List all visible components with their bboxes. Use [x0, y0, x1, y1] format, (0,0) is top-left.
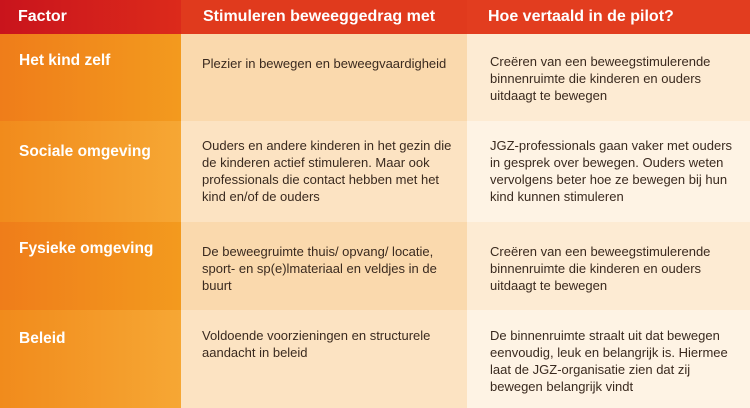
row-factor: Het kind zelf: [0, 34, 181, 121]
row-pilot: De binnenruimte straalt uit dat bewegen eenvoudig, leuk en belangrijk is. Hiermee laat de JGZ-organisatie zien dat zij bewegen belangrijk vindt: [467, 310, 750, 408]
row-stimulate: Voldoende voorzieningen en structurele aandacht in beleid: [181, 310, 467, 408]
row-pilot: Creëren van een beweegstimulerende binnenruimte die kinderen en ouders uitdaagt te bewegen: [467, 34, 750, 121]
row-pilot: JGZ-professionals gaan vaker met ouders in gesprek over bewegen. Ouders weten vervolgens beter hoe ze bewegen bij hun kind kunnen stimuleren: [467, 121, 750, 222]
row-stimulate: De beweegruimte thuis/ opvang/ locatie, sport- en sp(e)lmateriaal en veldjes in de buurt: [181, 222, 467, 310]
row-pilot: Creëren van een beweegstimulerende binnenruimte die kinderen en ouders uitdaagt te bewegen: [467, 222, 750, 310]
row-factor: Beleid: [0, 310, 181, 408]
row-stimulate: Plezier in bewegen en beweegvaardigheid: [181, 34, 467, 121]
header-factor: Factor: [0, 0, 181, 34]
header-pilot: Hoe vertaald in de pilot?: [467, 0, 750, 34]
header-stimulate: Stimuleren beweeggedrag met: [181, 0, 467, 34]
row-factor: Fysieke omgeving: [0, 222, 181, 310]
row-stimulate: Ouders en andere kinderen in het gezin die de kinderen actief stimuleren. Maar ook professionals die contact hebben met het kind en/of de ouders: [181, 121, 467, 222]
row-factor: Sociale omgeving: [0, 121, 181, 222]
